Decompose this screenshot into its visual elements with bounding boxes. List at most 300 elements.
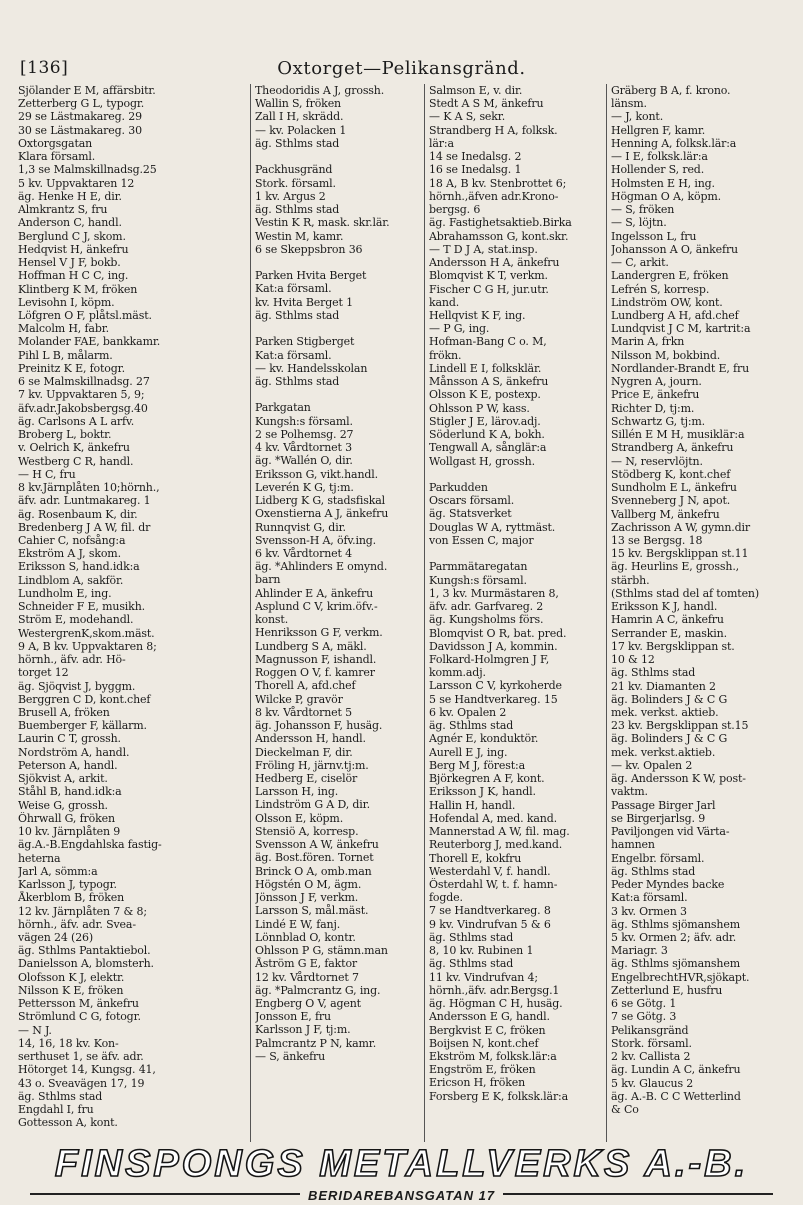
directory-entry: Boijsen N, kont.chef (429, 1036, 539, 1050)
directory-entry: 1 kv. Argus 2 (255, 189, 326, 203)
directory-entry: Davidsson J A, kommin. (429, 639, 558, 653)
directory-entry: Stork. församl. (255, 176, 336, 190)
directory-entry: Palmcrantz P N, kamr. (255, 1036, 377, 1050)
directory-entry: Ståhl B, hand.idk:a (18, 785, 122, 799)
directory-entry: 12 kv. Järnplåten 7 & 8; (18, 904, 147, 918)
directory-entry: 8 kv.Järnplåten 10;hörnh., (18, 481, 160, 495)
directory-entry: EngelbrechtHVR,sjökapt. (611, 970, 750, 984)
directory-entry: Lönnblad O, kontr. (255, 930, 356, 944)
directory-entry: Berggren C D, kont.chef (18, 692, 151, 706)
directory-entry: 7 se Handtverkareg. 8 (429, 904, 551, 918)
directory-entry: äg. Rosenbaum K, dir. (18, 507, 138, 521)
directory-entry: Agnér E, konduktör. (429, 732, 539, 746)
page-header (20, 58, 783, 82)
directory-entry: Price E, änkefru (611, 388, 700, 402)
directory-entry: Kungsh:s församl. (429, 573, 527, 587)
directory-entry: Malcolm H, fabr. (18, 322, 109, 336)
directory-entry: Henning A, folksk.lär:a (611, 136, 737, 150)
directory-entry: Ström E, modehandl. (18, 613, 134, 627)
directory-entry: hörnh.,äfven adr.Krono- (429, 189, 559, 203)
directory-entry: 4 kv. Vårdtornet 3 (255, 441, 352, 455)
directory-entry: äg. Bolinders J & C G (611, 732, 728, 746)
directory-entry: Stork. församl. (611, 1036, 692, 1050)
directory-entry: Bredenberg J A W, fil. dr (18, 520, 151, 534)
directory-entry: Peterson A, handl. (18, 758, 118, 772)
directory-entry: Eriksson J K, handl. (429, 785, 536, 799)
directory-entry: Gräberg B A, f. krono. (611, 84, 731, 97)
directory-entry: Laurin C T, grossh. (18, 732, 121, 746)
advert-address: BERIDAREBANSGATAN 17 (300, 1188, 503, 1203)
directory-entry: Lundqvist J C M, kartrit:a (611, 322, 751, 336)
directory-entry: Svensson-H A, öfv.ing. (255, 533, 377, 547)
directory-entry: — J, kont. (611, 110, 664, 124)
directory-entry: Roggen O V, f. kamrer (255, 666, 375, 680)
directory-entry: äg. Lundin A C, änkefru (611, 1063, 741, 1077)
directory-entry: — P G, ing. (429, 322, 490, 336)
directory-entry: Olsson K E, postexp. (429, 388, 541, 402)
directory-entry: Blomqvist K T, verkm. (429, 269, 548, 283)
directory-entry: Brinck O A, omb.man (255, 864, 372, 878)
directory-entry: Parkudden (429, 480, 488, 494)
directory-entry: Zall I H, skrädd. (255, 110, 344, 124)
directory-entry: se Birgerjarlsg. 9 (611, 811, 706, 825)
directory-entry: Olsson E, köpm. (255, 811, 344, 825)
directory-entry: Tengwall A, sånglär:a (429, 441, 547, 455)
directory-entry: Larsson C V, kyrkoherde (429, 679, 562, 693)
directory-entry: Nordström A, handl. (18, 745, 130, 759)
directory-entry: — T D J A, stat.insp. (429, 242, 538, 256)
directory-entry: Almkrantz S, fru (18, 203, 108, 217)
column-4 (606, 84, 784, 1142)
column-1 (18, 84, 242, 1142)
directory-entry: vägen 24 (26) (18, 931, 94, 944)
directory-entry: Björkegren A F, kont. (429, 772, 545, 786)
advertisement (10, 1143, 793, 1203)
directory-entry: Jarl A, sömm:a (18, 864, 98, 878)
directory-entry: Ekström M, folksk.lär:a (429, 1050, 557, 1064)
directory-entry: Olofsson K J, elektr. (18, 970, 125, 984)
directory-entry: 14 se Inedalsg. 2 (429, 150, 522, 164)
directory-entry: äg. Sthlms stad (18, 1089, 103, 1103)
directory-entry: Ohlsson P W, kass. (429, 401, 530, 415)
directory-entry: — kv. Handelsskolan (255, 361, 368, 375)
directory-entry: Bergkvist E C, fröken (429, 1023, 546, 1037)
directory-entry: Sillén E M H, musiklär:a (611, 428, 745, 442)
directory-entry: 15 kv. Bergsklippan st.11 (611, 547, 749, 561)
directory-entry: — kv. Opalen 2 (611, 758, 693, 772)
directory-entry: Mannerstad A W, fil. mag. (429, 825, 570, 839)
directory-entry: äg. Sthlms stad (255, 308, 340, 322)
directory-entry: Sundholm E L, änkefru (611, 481, 737, 495)
directory-entry: äg. Sthlms stad (429, 719, 514, 733)
directory-entry: äg. A.-B. C C Wetterlind (611, 1089, 741, 1103)
directory-entry: äg. Sthlms stad (255, 136, 340, 150)
directory-entry: — H C, fru (18, 467, 76, 481)
directory-entry: äg. Sthlms stad (429, 957, 514, 971)
directory-entry: Lindström G A D, dir. (255, 798, 370, 812)
directory-entry: 10 kv. Järnplåten 9 (18, 825, 121, 839)
directory-entry: Ahlinder E A, änkefru (255, 586, 374, 600)
directory-entry: Reuterborg J, med.kand. (429, 838, 563, 852)
directory-entry: 5 kv. Glaucus 2 (611, 1076, 694, 1090)
directory-entry: Nilsson M, bokbind. (611, 348, 721, 362)
directory-entry: Pihl L B, målarm. (18, 348, 113, 362)
page-title: Oxtorget—Pelikansgränd. (277, 58, 526, 79)
directory-entry: 9 kv. Vindrufvan 5 & 6 (429, 917, 551, 931)
directory-entry: äg. Kungsholms förs. (429, 613, 544, 627)
directory-entry: Öhrwall G, fröken (18, 811, 115, 825)
directory-entry (429, 547, 604, 560)
directory-entry: äg. Sthlms sjömanshem (611, 917, 740, 931)
directory-entry: Stensiö A, korresp. (255, 824, 359, 838)
directory-entry: Oxenstierna A J, änkefru (255, 507, 389, 521)
directory-entry: Strömlund C G, fotogr. (18, 1010, 141, 1024)
directory-entry: Eriksson G, vikt.handl. (255, 467, 379, 481)
directory-entry: Åkerblom B, fröken (18, 891, 125, 905)
column-3 (424, 84, 604, 1142)
directory-entry: hörnh., äfv. adr. Svea- (18, 917, 136, 931)
directory-entry: äg. Statsverket (429, 507, 512, 521)
directory-entry: Schneider F E, musikh. (18, 600, 145, 614)
directory-entry: 17 kv. Bergsklippan st. (611, 639, 735, 653)
directory-entry: 23 kv. Bergsklippan st.15 (611, 719, 749, 733)
directory-entry: Asplund C V, krim.öfv.- (255, 599, 378, 613)
directory-entry: 30 se Lästmakareg. 30 (18, 123, 142, 137)
directory-entry (255, 150, 423, 163)
directory-entry: Westberg C R, handl. (18, 454, 134, 468)
directory-entry: Lundberg A H, afd.chef (611, 308, 739, 322)
directory-entry: Vestin K R, mask. skr.lär. (255, 216, 390, 230)
directory-entry: Klintberg K M, fröken (18, 282, 138, 296)
directory-entry: — N, reservlöjtn. (611, 454, 703, 468)
directory-entry: bergsg. 6 (429, 203, 481, 217)
directory-entry: Pelikansgränd (611, 1023, 689, 1037)
directory-entry: Blomqvist O R, bat. pred. (429, 626, 567, 640)
directory-entry: Hedqvist H, änkefru (18, 242, 129, 256)
directory-entry: Stedt A S M, änkefru (429, 97, 544, 111)
directory-entry: 3 kv. Ormen 3 (611, 904, 687, 918)
directory-entry: Wallin S, fröken (255, 97, 341, 111)
directory-entry: Parkgatan (255, 401, 311, 415)
directory-entry: 5 kv. Ormen 2; äfv. adr. (611, 931, 737, 944)
directory-entry: Hamrin A C, änkefru (611, 613, 724, 627)
directory-entry: Parken Stigberget (255, 335, 355, 349)
directory-entry: Richter D, tj:m. (611, 401, 695, 415)
directory-entry: Cahier C, nofsång:a (18, 533, 126, 547)
directory-entry: Salmson E, v. dir. (429, 84, 523, 97)
directory-entry: (Sthlms stad del af tomten) (611, 586, 760, 600)
directory-entry: Magnusson F, ishandl. (255, 652, 377, 666)
directory-entry: Lindell E I, folksklär. (429, 361, 542, 375)
directory-entry: Brusell A, fröken (18, 706, 110, 720)
directory-entry: Eriksson S, hand.idk:a (18, 560, 140, 574)
directory-entry: kand. (429, 295, 460, 309)
directory-entry: Nilsson K E, fröken (18, 983, 124, 997)
directory-entry: Strandberg H A, folksk. (429, 123, 558, 137)
directory-entry: — S, änkefru (255, 1049, 326, 1063)
directory-entry: Karlsson J F, tj:m. (255, 1023, 351, 1037)
directory-entry: Parmmätaregatan (429, 560, 528, 574)
directory-entry: Packhusgränd (255, 163, 333, 177)
directory-entry: äg. Andersson K W, post- (611, 772, 746, 786)
directory-entry: Svenneberg J N, apot. (611, 494, 731, 508)
directory-entry: Andersson E G, handl. (429, 1010, 550, 1024)
directory-entry: 6 kv. Opalen 2 (429, 705, 507, 719)
directory-entry: Leverén K G, tj:m. (255, 480, 354, 494)
directory-entry: Stödberg K, kont.chef (611, 467, 731, 481)
directory-entry: Engdahl I, fru (18, 1103, 94, 1117)
column-2 (250, 84, 423, 1142)
directory-entry: 5 se Handtverkareg. 15 (429, 692, 558, 706)
directory-entry: & Co (611, 1103, 639, 1117)
directory-entry: Ekström A J, skom. (18, 547, 121, 561)
directory-entry: äfv. adr. Luntmakareg. 1 (18, 494, 151, 508)
directory-entry: Klara församl. (18, 150, 96, 164)
directory-entry: Buemberger F, källarm. (18, 719, 147, 733)
directory-entry: Svensson A W, änkefru (255, 838, 379, 852)
directory-entry: äg. Fastighetsaktieb.Birka (429, 216, 572, 230)
directory-entry: Fröling H, järnv.tj:m. (255, 758, 369, 772)
directory-entry: — N J. (18, 1023, 52, 1037)
directory-entry: Engberg O V, agent (255, 996, 361, 1010)
directory-entry: Paviljongen vid Värta- (611, 825, 730, 839)
directory-entry: Ericson H, fröken (429, 1076, 526, 1090)
directory-entry: Hötorget 14, Kungsg. 41, (18, 1063, 156, 1077)
directory-entry: 7 se Götg. 3 (611, 1010, 677, 1024)
directory-entry: Wollgast H, grossh. (429, 454, 535, 468)
directory-entry: 8 kv. Vårdtornet 5 (255, 705, 352, 719)
directory-entry: Högstén O M, ägm. (255, 877, 362, 891)
directory-entry: WestergrenK,skom.mäst. (18, 626, 155, 640)
directory-entry: 11 kv. Vindrufvan 4; (429, 970, 538, 984)
directory-entry: 6 se Malmskillnadsg. 27 (18, 375, 150, 389)
directory-entry: Nygren A, journ. (611, 375, 702, 389)
directory-entry: Landergren E, fröken (611, 269, 729, 283)
directory-entry: Gottesson A, kont. (18, 1116, 118, 1130)
directory-entry: stärbh. (611, 573, 650, 587)
directory-entry: äfv.adr.Jakobsbergsg.40 (18, 401, 148, 415)
directory-entry: 1, 3 kv. Murmästaren 8, (429, 586, 559, 600)
directory-entry: Kungsh:s församl. (255, 414, 353, 428)
directory-entry: Hedberg E, ciselör (255, 772, 358, 785)
directory-entry (255, 388, 423, 401)
directory-entry: Westin M, kamr. (255, 229, 344, 243)
directory-entry: äg.A.-B.Engdahlska fastig- (18, 838, 162, 852)
directory-entry: Runnqvist G, dir. (255, 520, 346, 534)
directory-entry: — kv. Polacken 1 (255, 123, 347, 137)
directory-entry: Strandberg A, änkefru (611, 441, 734, 455)
directory-entry: serthuset 1, se äfv. adr. (18, 1050, 144, 1064)
directory-entry: — S, löjtn. (611, 216, 667, 230)
directory-entry: Larsson S, mål.mäst. (255, 904, 369, 918)
directory-entry: Preinitz K E, fotogr. (18, 361, 125, 375)
directory-entry: äg. Sthlms Pantaktiebol. (18, 944, 151, 958)
directory-entry: mek. verkst. aktieb. (611, 706, 719, 720)
advert-company-name: FINSPONGS METALLVERKS A.-B. (54, 1143, 749, 1185)
directory-entry: Danielsson A, blomsterh. (18, 957, 154, 971)
directory-entry: Peder Myndes backe (611, 878, 725, 892)
directory-entry: Serrander E, maskin. (611, 626, 727, 640)
directory-entry: Ohlsson P G, stämn.man (255, 944, 388, 958)
directory-entry: äg. Sthlms stad (255, 375, 340, 389)
directory-entry: vaktm. (611, 785, 648, 799)
directory-entry: kv. Hvita Berget 1 (255, 295, 353, 309)
directory-entry: äg. *Ahlinders E omynd. (255, 560, 388, 574)
directory-entry: Weise G, grossh. (18, 798, 108, 812)
directory-entry: Thorell E, kokfru (429, 851, 522, 865)
directory-entry: äg. Sthlms sjömanshem (611, 957, 740, 971)
directory-entry: Kat:a församl. (255, 282, 332, 296)
directory-entry: 2 kv. Callista 2 (611, 1050, 691, 1064)
directory-entry: Marin A, frkn (611, 335, 685, 349)
directory-entry: 18 A, B kv. Stenbrottet 6; (429, 176, 567, 190)
directory-entry: Eriksson K J, handl. (611, 600, 718, 614)
directory-entry: Holmsten E H, ing. (611, 176, 715, 190)
directory-entry: Jonsson E, fru (255, 1010, 331, 1024)
directory-entry: torget 12 (18, 666, 69, 680)
directory-entry: Engström E, fröken (429, 1063, 536, 1077)
directory-entry: äg. Högman C H, husäg. (429, 997, 563, 1011)
directory-entry: v. Oelrich K, änkefru (18, 441, 130, 455)
directory-entry: Högman O A, köpm. (611, 189, 721, 203)
directory-entry: Lindblom A, sakför. (18, 573, 124, 587)
directory-entry: äg. *Wallén O, dir. (255, 454, 353, 468)
directory-entry: Lindé E W, fanj. (255, 917, 341, 931)
directory-entry: Forsberg E K, folksk.lär:a (429, 1089, 569, 1103)
directory-entry (255, 322, 423, 335)
directory-entry: Hellgren F, kamr. (611, 123, 706, 137)
directory-entry: 2 se Polhemsg. 27 (255, 427, 354, 441)
directory-entry: fogde. (429, 891, 463, 905)
directory-entry: 12 kv. Vårdtornet 7 (255, 970, 359, 984)
directory-entry: Kat:a församl. (611, 891, 688, 905)
directory-entry: 10 & 12 (611, 653, 655, 667)
directory-entry: äg. Sjöqvist J, byggm. (18, 679, 136, 693)
advert-address-row (10, 1185, 793, 1201)
directory-entry: 29 se Lästmakareg. 29 (18, 110, 142, 124)
directory-entry: Sjökvist A, arkit. (18, 772, 108, 786)
directory-entry: Stigler J E, lärov.adj. (429, 414, 541, 428)
directory-entry: 6 se Skeppsbron 36 (255, 242, 363, 256)
directory-entry: — C, arkit. (611, 256, 669, 270)
directory-entry: äg. Sthlms stad (255, 203, 340, 217)
directory-entry: — K A S, sekr. (429, 110, 506, 124)
directory-entry: 21 kv. Diamanten 2 (611, 679, 716, 693)
directory-entry: Hofman-Bang C o. M, (429, 335, 547, 349)
directory-entry: äg. Carlsons A L arfv. (18, 414, 135, 428)
directory-entry: Levisohn I, köpm. (18, 295, 115, 309)
directory-entry: Aurell E J, ing. (429, 745, 508, 759)
directory-entry: 5 kv. Uppvaktaren 12 (18, 176, 135, 190)
directory-entry: Nordlander-Brandt E, fru (611, 361, 750, 375)
directory-entry: Engelbr. församl. (611, 851, 705, 865)
directory-entry: Hensel V J F, bokb. (18, 256, 121, 270)
directory-entry (429, 468, 604, 481)
directory-entry: Karlsson J, typogr. (18, 878, 117, 892)
directory-entry: frökn. (429, 348, 462, 362)
directory-entry: Zetterlund E, husfru (611, 983, 723, 997)
directory-entry: 1,3 se Malmskillnadsg.25 (18, 163, 157, 177)
directory-entry: Schwartz G, tj:m. (611, 414, 706, 428)
directory-entry: 6 kv. Vårdtornet 4 (255, 547, 352, 561)
directory-entry: 16 se Inedalsg. 1 (429, 163, 522, 177)
directory-entry: Passage Birger Jarl (611, 798, 716, 812)
directory-entry: 7 kv. Uppvaktaren 5, 9; (18, 388, 145, 402)
directory-entry: Kat:a församl. (255, 348, 332, 362)
directory-entry: Oscars församl. (429, 494, 515, 508)
directory-entry: Broberg L, boktr. (18, 428, 112, 442)
directory-entry: äg. Heurlins E, grossh., (611, 560, 740, 574)
directory-entry: Lindström OW, kont. (611, 295, 723, 309)
directory-entry (255, 256, 423, 269)
directory-entry: Hoffman H C C, ing. (18, 269, 129, 283)
directory-entry: äg. Bost.fören. Tornet (255, 851, 374, 865)
directory-entry: Berglund C J, skom. (18, 229, 126, 243)
directory-entry: Lefrén S, korresp. (611, 282, 710, 296)
directory-entry: Molander FAE, bankkamr. (18, 335, 161, 349)
directory-entry: 6 se Götg. 1 (611, 997, 677, 1011)
directory-entry: Lundholm E, ing. (18, 586, 112, 600)
directory-entry: Vallberg M, änkefru (611, 507, 720, 521)
directory-entry: Löfgren O F, plåtsl.mäst. (18, 308, 152, 322)
directory-entry: Dieckelman F, dir. (255, 745, 353, 759)
directory-entry: barn (255, 573, 281, 587)
directory-entry: — I E, folksk.lär:a (611, 150, 708, 164)
directory-entry: 14, 16, 18 kv. Kon- (18, 1036, 119, 1050)
directory-entry: komm.adj. (429, 666, 486, 680)
directory-entry: Månsson A S, änkefru (429, 375, 549, 389)
directory-entry: 43 o. Sveavägen 17, 19 (18, 1076, 145, 1090)
directory-entry: Folkard-Holmgren J F, (429, 652, 550, 666)
directory-entry: Hallin H, handl. (429, 798, 516, 812)
directory-entry: — S, fröken (611, 203, 675, 217)
directory-entry: Åström G E, faktor (255, 957, 358, 971)
directory-entry: Söderlund K A, bokh. (429, 428, 545, 442)
directory-entry: Lidberg K G, stadsfiskal (255, 494, 386, 508)
directory-entry: äg. Sthlms stad (611, 864, 696, 878)
directory-entry: konst. (255, 613, 289, 627)
directory-entry: länsm. (611, 97, 647, 111)
directory-entry: mek. verkst.aktieb. (611, 745, 716, 759)
directory-entry: Berg M J, förest:a (429, 758, 525, 772)
directory-entry: Pettersson M, änkefru (18, 997, 139, 1011)
directory-entry: Zachrisson A W, gymn.dir (611, 520, 751, 534)
directory-entry: Sjölander E M, affärsbitr. (18, 84, 156, 97)
directory-entry: Ingelsson L, fru (611, 229, 697, 243)
directory-entry: Jönsson J F, verkm. (255, 891, 359, 905)
directory-entry: Abrahamsson G, kont.skr. (429, 229, 569, 243)
directory-entry: Douglas W A, ryttmäst. (429, 520, 556, 534)
directory-entry: Zetterberg G L, typogr. (18, 97, 145, 111)
directory-entry: Thorell A, afd.chef (255, 679, 356, 693)
directory-entry: hörnh., äfv. adr. Hö- (18, 653, 126, 667)
directory-entry: Wilcke P, gravör (255, 692, 343, 706)
directory-entry: Mariagr. 3 (611, 944, 668, 958)
directory-entry: Oxtorgsgatan (18, 136, 93, 150)
directory-entry: Hellqvist K F, ing. (429, 308, 526, 322)
directory-entry: Fischer C G H, jur.utr. (429, 282, 549, 296)
directory-entry: äg. Johansson F, husäg. (255, 719, 383, 733)
directory-entry: äg. Bolinders J & C G (611, 692, 728, 706)
directory-entry: Andersson H A, änkefru (429, 256, 560, 270)
page-number: [136] (20, 58, 69, 78)
directory-entry: äg. Sthlms stad (611, 666, 696, 680)
directory-entry: heterna (18, 851, 61, 865)
directory-entry: hamnen (611, 838, 655, 852)
directory-entry: Parken Hvita Berget (255, 269, 367, 283)
directory-entry: äfv. adr. Garfvareg. 2 (429, 600, 544, 614)
directory-entry: Andersson H, handl. (255, 732, 366, 746)
